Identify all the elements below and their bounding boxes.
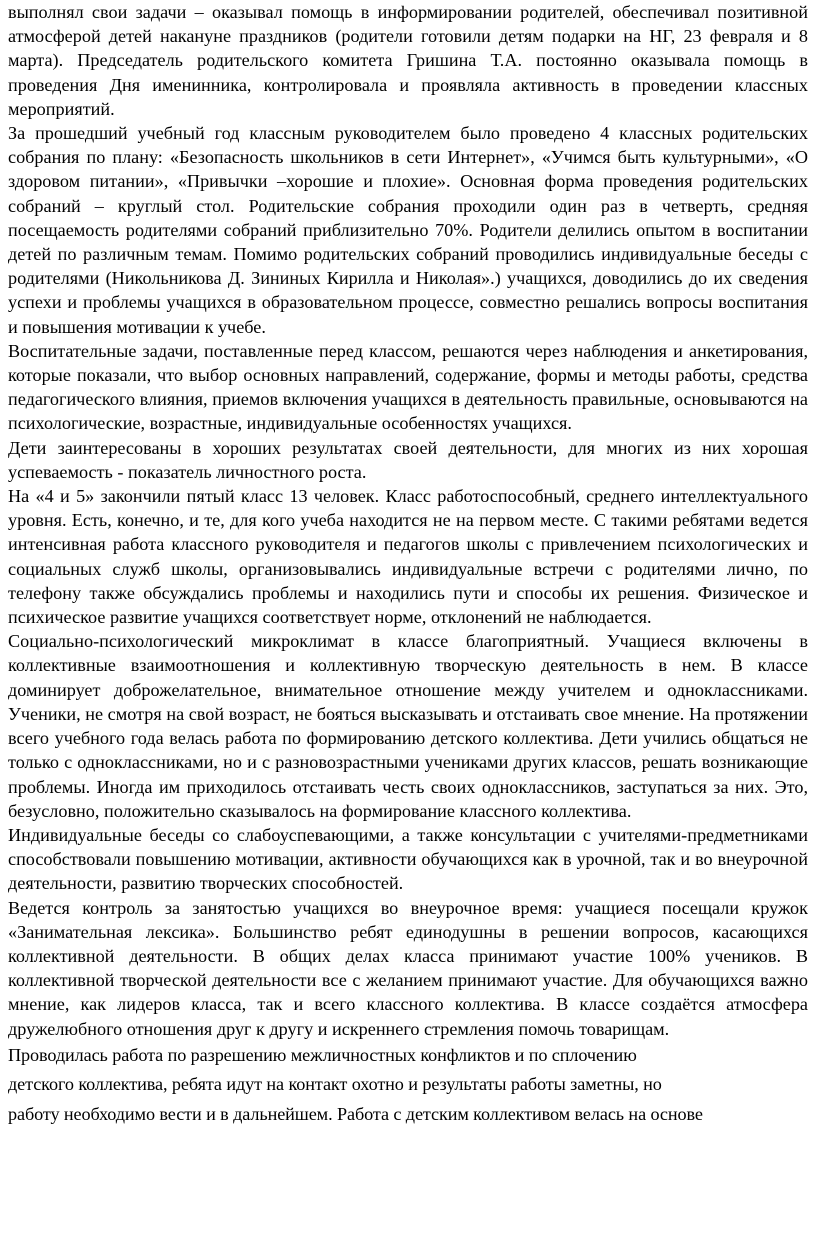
paragraph-parent-committee: выполнял свои задачи – оказывал помощь в информировании родителей, обеспечивал позитивной атмосферой детей накануне праздников (родители готовили детям подарки на НГ, 23 февраля и 8 марта). Председатель родительского комитета Гришина Т.А. постоянно оказывала помощь в проведения Дня именинника, контролировала и проявляла активность в проведении классных мероприятий.: [8, 2, 808, 119]
paragraph-individual-talks: Индивидуальные беседы со слабоуспевающими, а также консультации с учителями-предметниками способствовали повышению мотивации, активности обучающихся как в урочной, так и во внеурочной деятельности, развитию творческих способностей.: [8, 824, 808, 894]
text-line: детского коллектива, ребята идут на контакт охотно и результаты работы заметны, но: [8, 1074, 662, 1095]
paragraph-academic-results: На «4 и 5» закончили пятый класс 13 человек. Класс работоспособный, среднего интеллектуального уровня. Есть, конечно, и те, для кого учеба находится не на первом месте. С такими ребятами ведется интенсивная работа классного руководителя и педагогов школы с привлечением психологических и социальных служб школы, организовывались индивидуальные встречи с родителями лично, по телефону также обсуждались проблемы и находились пути и способы их решения. Физическое и психическое развитие учащихся соответствует норме, отклонений не наблюдается.: [8, 486, 808, 628]
paragraph-results-interest: Дети заинтересованы в хороших результатах своей деятельности, для многих из них хорошая успеваемость - показатель личностного роста.: [8, 437, 808, 482]
text-line: работу необходимо вести и в дальнейшем. Работа с детским коллективом велась на основе: [8, 1103, 703, 1124]
paragraph-parent-meetings: За прошедший учебный год классным руководителем было проведено 4 классных родительских собрания по плану: «Безопасность школьников в сети Интернет», «Учимся быть культурными», «О здоровом питании», «Привычки –хорошие и плохие». Основная форма проведения родительских собраний – круглый стол. Родительские собрания проходили один раз в четверть, средняя посещаемость родителями собраний приблизительно 70%. Родители делились опытом в воспитании детей по различным темам. Помимо родительских собраний проводились индивидуальные беседы с родителями (Никольникова Д. Зининых Кирилла и Николая».) учащихся, доводились до их сведения успехи и проблемы учащихся в образовательном процессе, совместно решались вопросы воспитания и повышения мотивации к учебе.: [8, 123, 808, 337]
paragraph-microclimate: Социально-психологический микроклимат в классе благоприятный. Учащиеся включены в коллективные взаимоотношения и коллективную творческую деятельность в нем. В классе доминирует доброжелательное, внимательное отношение между учителем и одноклассниками. Ученики, не смотря на свой возраст, не бояться высказывать и отстаивать свое мнение. На протяжении всего учебного года велась работа по формированию детского коллектива. Дети учились общаться не только с одноклассниками, но и с разновозрастными учениками других классов, решать возникающие проблемы. Иногда им приходилось отстаивать честь своих одноклассников, заступаться за них. Это, безусловно, положительно сказывалось на формирование классного коллектива.: [8, 631, 808, 821]
paragraph-conflict-resolution: [8, 1041, 808, 1130]
document-page: [8, 0, 808, 1129]
paragraph-educational-tasks: Воспитательные задачи, поставленные перед классом, решаются через наблюдения и анкетирования, которые показали, что выбор основных направлений, содержание, формы и методы работы, средства педагогического влияния, приемов включения учащихся в деятельность правильные, основываются на психологические, возрастные, индивидуальные особенностях учащихся.: [8, 340, 808, 434]
paragraph-extracurricular: Ведется контроль за занятостью учащихся во внеурочное время: учащиеся посещали кружок «Занимательная лексика». Большинство ребят единодушны в решении вопросов, касающихся коллективной деятельности. В общих делах класса принимают участие 100% учеников. В коллективной творческой деятельности все с желанием принимают участие. Для обучающихся важно мнение, как лидеров класса, так и всего классного коллектива. В классе создаётся атмосфера дружелюбного отношения друг к другу и искреннего стремления помочь товарищам.: [8, 897, 808, 1039]
text-line: Проводилась работа по разрешению межличностных конфликтов и по сплочению: [8, 1044, 637, 1065]
